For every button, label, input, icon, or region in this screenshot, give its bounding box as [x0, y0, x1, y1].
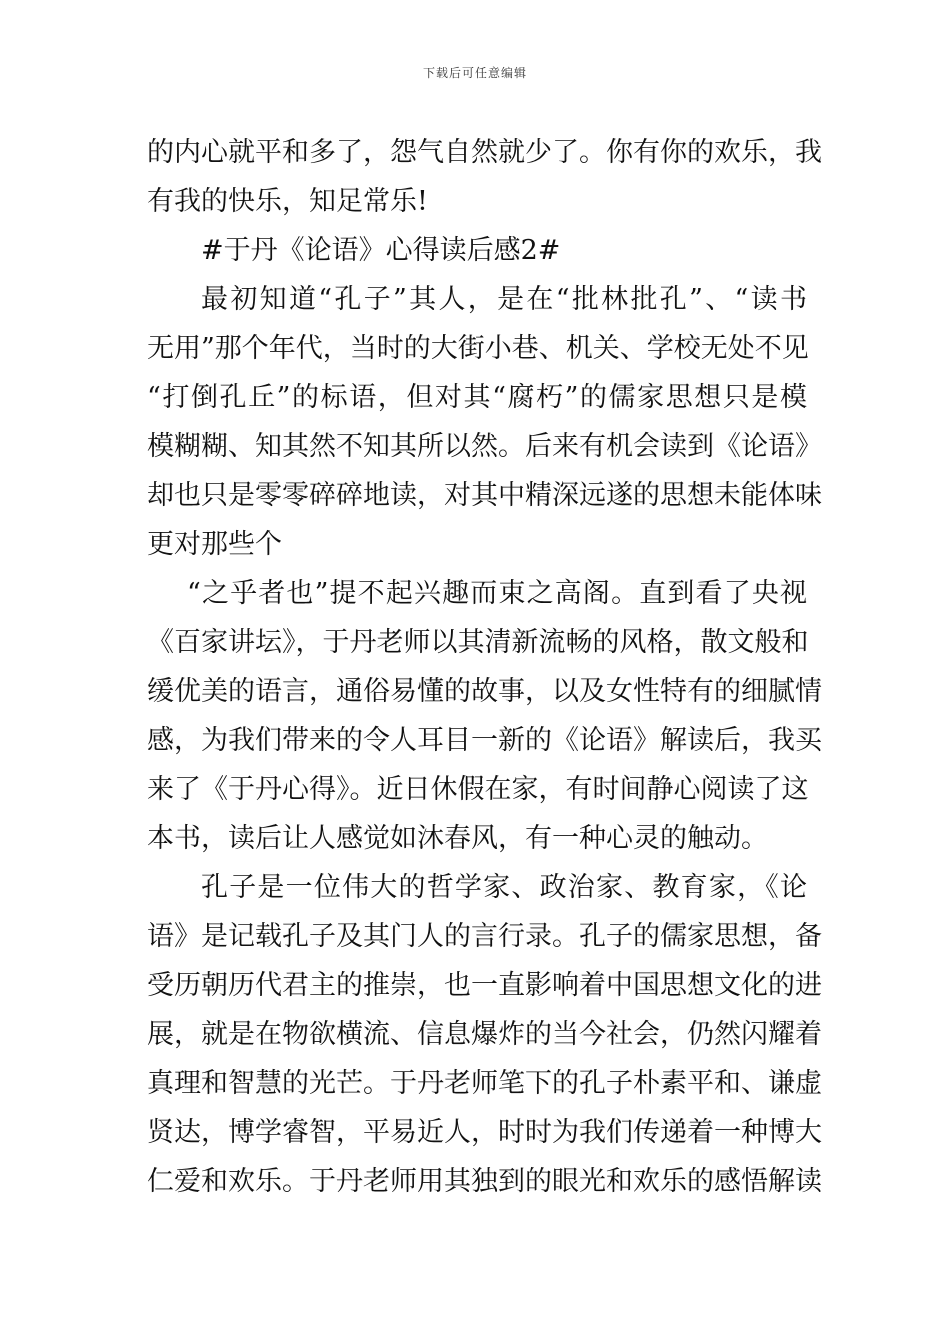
text-line: 语》是记载孔子及其门人的言行录。孔子的儒家思想，备 [147, 921, 822, 952]
text-line: 的内心就平和多了，怨气自然就少了。你有你的欢乐，我 [147, 137, 822, 168]
paragraph-first-line: “之乎者也”提不起兴趣而束之高阁。直到看了央视 [187, 578, 807, 609]
text-line: 无用”那个年代，当时的大街小巷、机关、学校无处不见 [147, 333, 809, 364]
text-line: 有我的快乐，知足常乐! [147, 186, 428, 217]
document-body [147, 128, 822, 1206]
text-line: 却也只是零零碎碎地读，对其中精深远遂的思想未能体味 [147, 480, 822, 511]
text-line: 贤达，博学睿智，平易近人，时时为我们传递着一种博大 [147, 1117, 822, 1148]
text-line: 《百家讲坛》，于丹老师以其清新流畅的风格，散文般和 [147, 627, 809, 658]
text-line: 缓优美的语言，通俗易懂的故事，以及女性特有的细腻情 [147, 676, 822, 707]
text-line: 本书，读后让人感觉如沐春风，有一种心灵的触动。 [147, 823, 768, 854]
text-line: 来了《于丹心得》。近日休假在家，有时间静心阅读了这 [147, 774, 809, 805]
page-header: 下载后可任意编辑 [422, 66, 527, 80]
text-line: 仁爱和欢乐。于丹老师用其独到的眼光和欢乐的感悟解读 [147, 1166, 822, 1197]
paragraph-first-line: 孔子是一位伟大的哲学家、政治家、教育家，《论 [201, 872, 807, 903]
text-line: 展，就是在物欲横流、信息爆炸的当今社会，仍然闪耀着 [147, 1019, 822, 1050]
text-line: 模糊糊、知其然不知其所以然。后来有机会读到《论语》 [147, 431, 822, 462]
text-line: 真理和智慧的光芒。于丹老师笔下的孔子朴素平和、谦虚 [147, 1068, 822, 1099]
text-line: “打倒孔丘”的标语，但对其“腐朽”的儒家思想只是模 [147, 382, 807, 413]
text-line: 更对那些个 [147, 529, 282, 560]
paragraph-first-line: 最初知道“孔子”其人，是在“批林批孔”、“读书 [201, 284, 807, 315]
text-line: 受历朝历代君主的推崇，也一直影响着中国思想文化的进 [147, 970, 822, 1001]
text-line: 感，为我们带来的令人耳目一新的《论语》解读后，我买 [147, 725, 822, 756]
section-heading: #于丹《论语》心得读后感2# [201, 235, 561, 266]
